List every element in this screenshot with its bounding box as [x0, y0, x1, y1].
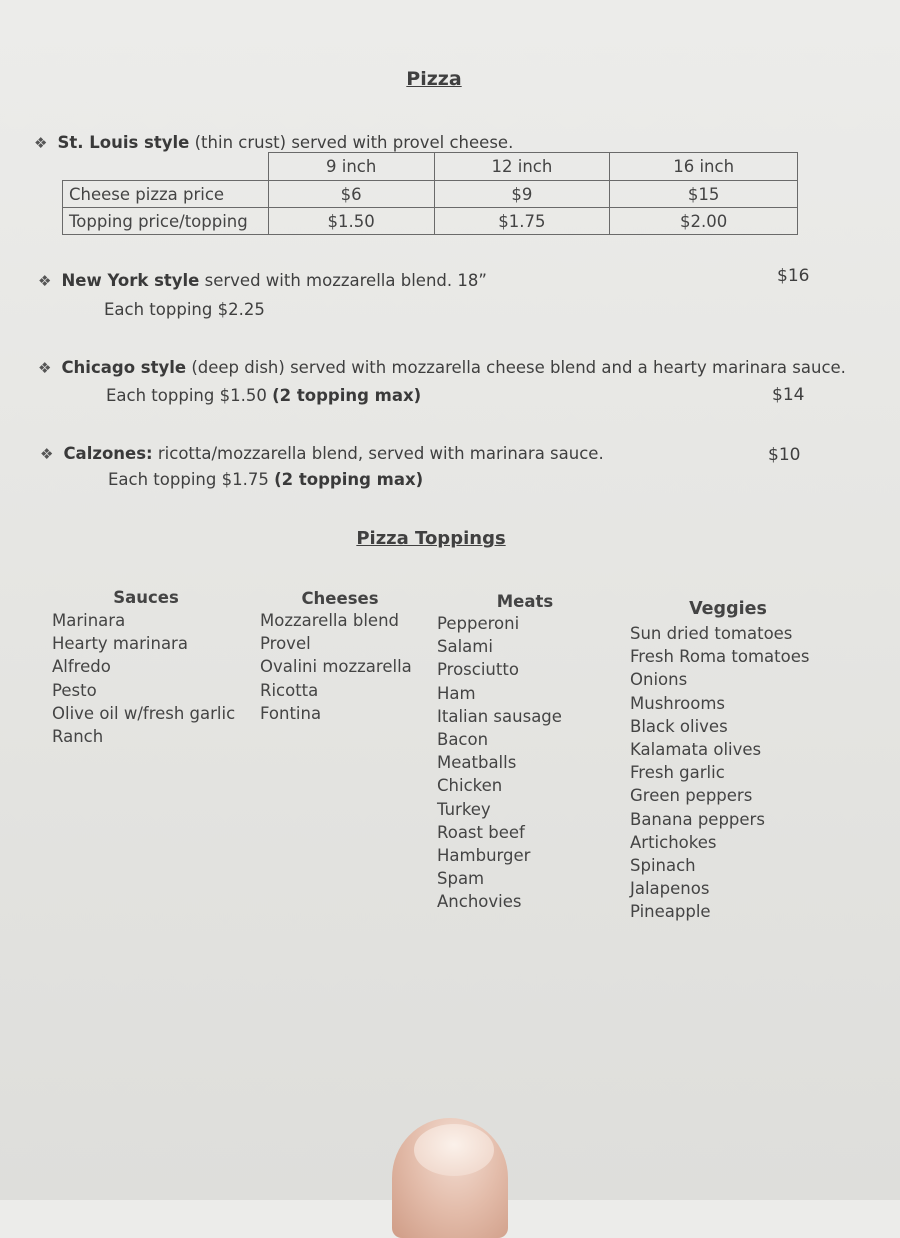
newyork-name: New York style: [61, 271, 200, 290]
list-item: Italian sausage: [437, 706, 562, 726]
list-item: Ricotta: [260, 680, 319, 700]
list-item: Spinach: [630, 856, 696, 876]
list-item: Prosciutto: [437, 660, 519, 680]
list-item: Turkey: [437, 799, 491, 819]
list-item: Fresh garlic: [630, 763, 725, 783]
table-row: [63, 181, 798, 208]
chicago-desc: (deep dish) served with mozzarella cheese blend and a hearty marinara sauce.: [186, 358, 846, 377]
cheeses-heading: Cheeses: [301, 589, 379, 608]
table-row: [63, 208, 798, 235]
list-item: Ranch: [52, 727, 104, 747]
row-label: Cheese pizza price: [63, 181, 269, 208]
newyork-desc: served with mozzarella blend. 18”: [199, 271, 487, 290]
list-item: Meatballs: [437, 753, 517, 773]
list-item: Pesto: [52, 680, 97, 700]
list-item: Hearty marinara: [52, 634, 188, 654]
sauces-heading: Sauces: [113, 588, 179, 607]
list-item: Alfredo: [52, 657, 111, 677]
calzones-max: (2 topping max): [274, 470, 424, 489]
list-item: Chicken: [437, 776, 503, 796]
list-item: Artichokes: [630, 832, 717, 852]
list-item: Ham: [437, 683, 476, 703]
size-12: 12 inch: [434, 153, 610, 181]
table-corner: [63, 153, 269, 181]
cell-value: $15: [610, 181, 798, 208]
list-item: Mushrooms: [630, 693, 726, 713]
list-item: Marinara: [52, 611, 126, 630]
list-item: Hamburger: [437, 846, 531, 866]
cell-value: $1.75: [434, 208, 610, 235]
size-9: 9 inch: [268, 153, 434, 181]
cell-value: $6: [268, 181, 434, 208]
list-item: Fresh Roma tomatoes: [630, 647, 810, 667]
veggies-heading: Veggies: [689, 599, 767, 619]
list-item: Mozzarella blend: [260, 611, 400, 630]
chicago-price: $14: [772, 385, 805, 405]
stlouis-price-table: [62, 152, 798, 235]
stlouis-line: [34, 133, 513, 152]
chicago-max: (2 topping max): [272, 386, 422, 405]
meats-list: [437, 612, 562, 914]
list-item: Pepperoni: [437, 614, 520, 633]
list-item: Spam: [437, 869, 485, 889]
newyork-line: [38, 271, 487, 290]
row-label: Topping price/topping: [63, 208, 269, 235]
list-item: Kalamata olives: [630, 740, 762, 760]
cell-value: $2.00: [610, 208, 798, 235]
list-item: Onions: [630, 670, 688, 690]
bullet-icon: ❖: [34, 134, 48, 152]
meats-heading: Meats: [496, 592, 554, 611]
chicago-name: Chicago style: [61, 358, 187, 377]
list-item: Fontina: [260, 703, 322, 723]
size-16: 16 inch: [610, 153, 798, 181]
stlouis-name: St. Louis style: [57, 133, 190, 152]
cheeses-list: [260, 609, 412, 725]
veggies-list: [630, 622, 809, 924]
calzones-topping-line: [108, 470, 423, 489]
calzones-line: [40, 444, 604, 463]
calzones-topping: Each topping $1.75: [108, 470, 275, 489]
list-item: Anchovies: [437, 892, 522, 912]
table-header-row: [63, 153, 798, 181]
list-item: Jalapenos: [630, 879, 710, 899]
chicago-topping-line: [106, 386, 421, 405]
thumbnail-image: [414, 1124, 494, 1176]
list-item: Pineapple: [630, 902, 711, 922]
newyork-topping: Each topping $2.25: [104, 300, 265, 319]
chicago-line: [38, 358, 846, 377]
list-item: Salami: [437, 637, 493, 657]
list-item: Green peppers: [630, 786, 753, 806]
list-item: Provel: [260, 634, 311, 654]
calzones-name: Calzones:: [63, 444, 153, 463]
chicago-topping: Each topping $1.50: [106, 386, 267, 405]
menu-title: Pizza: [406, 68, 462, 90]
bullet-icon: ❖: [38, 272, 52, 290]
list-item: Roast beef: [437, 822, 525, 842]
sauces-list: [52, 609, 235, 748]
toppings-title: Pizza Toppings: [356, 528, 506, 549]
list-item: Olive oil w/fresh garlic: [52, 703, 236, 723]
stlouis-desc: (thin crust) served with provel cheese.: [189, 133, 514, 152]
bullet-icon: ❖: [38, 359, 52, 377]
calzones-desc: ricotta/mozzarella blend, served with marinara sauce.: [152, 444, 604, 463]
list-item: Sun dried tomatoes: [630, 624, 793, 643]
list-item: Ovalini mozzarella: [260, 657, 412, 677]
cell-value: $1.50: [268, 208, 434, 235]
newyork-price: $16: [777, 266, 810, 286]
calzones-price: $10: [768, 445, 801, 465]
bullet-icon: ❖: [40, 445, 54, 463]
list-item: Bacon: [437, 730, 489, 750]
list-item: Banana peppers: [630, 809, 765, 829]
list-item: Black olives: [630, 716, 728, 736]
cell-value: $9: [434, 181, 610, 208]
